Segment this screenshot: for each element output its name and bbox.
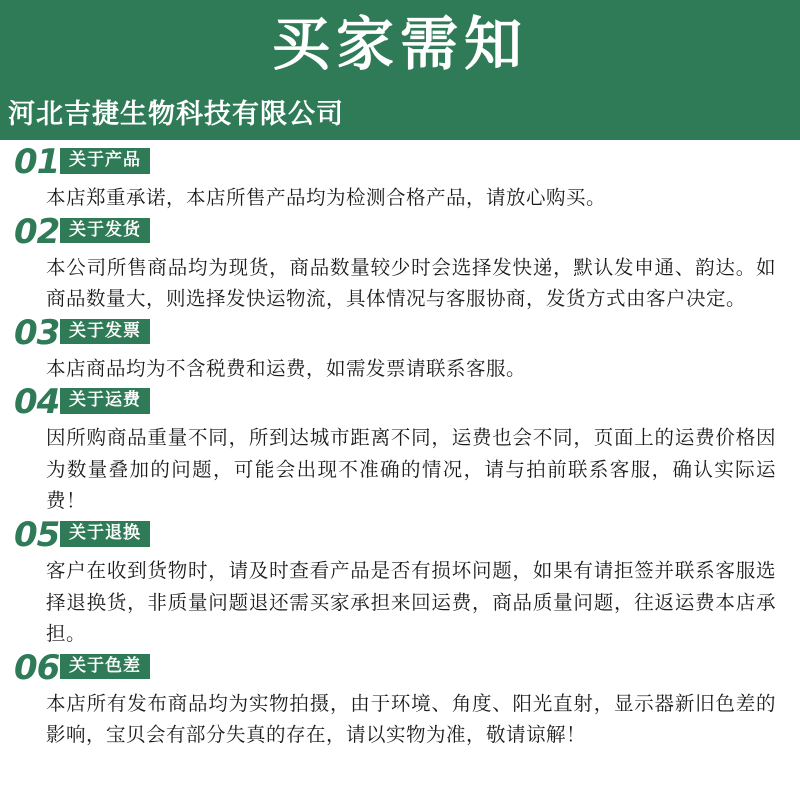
section-tag: 关于色差 xyxy=(60,654,150,680)
notice-sections xyxy=(0,140,800,751)
section-number: 02 xyxy=(14,211,60,252)
section-tag: 关于发货 xyxy=(60,218,150,244)
section-header xyxy=(14,647,782,688)
notice-section-04 xyxy=(0,382,800,517)
section-tag: 关于运费 xyxy=(60,388,150,414)
section-number: 03 xyxy=(14,312,60,353)
notice-section-06 xyxy=(0,647,800,751)
page-title: 买家需知 xyxy=(271,10,528,78)
section-number: 06 xyxy=(14,647,60,688)
section-header xyxy=(14,211,782,252)
section-tag: 关于发票 xyxy=(60,319,150,345)
section-body: 客户在收到货物时，请及时查看产品是否有损坏问题，如果有请拒签并联系客服选择退换货，非质量问题退还需买家承担来回运费，商品质量问题，往返运费本店承担。 xyxy=(46,559,776,646)
notice-section-01 xyxy=(0,142,800,214)
section-header xyxy=(14,382,782,423)
section-body: 本店郑重承诺，本店所售产品均为检测合格产品，请放心购买。 xyxy=(46,186,607,209)
section-body: 本店所有发布商品均为实物拍摄，由于环境、角度、阳光直射，显示器新旧色差的影响，宝贝会有部分失真的存在，请以实物为准，敬请谅解！ xyxy=(46,691,776,747)
notice-section-03 xyxy=(0,312,800,385)
company-name: 河北吉捷生物科技有限公司 xyxy=(8,99,344,130)
section-tag: 关于退换 xyxy=(60,521,150,547)
section-body: 本公司所售商品均为现货，商品数量较少时会选择发快递，默认发申通、韵达。如商品数量大，则选择发快运物流，具体情况与客服协商，发货方式由客户决定。 xyxy=(46,255,776,311)
notice-section-05 xyxy=(0,515,800,650)
section-header xyxy=(14,312,782,353)
section-body: 本店商品均为不含税费和运费，如需发票请联系客服。 xyxy=(46,356,527,380)
section-number: 05 xyxy=(14,515,60,556)
notice-section-02 xyxy=(0,211,800,315)
section-tag: 关于产品 xyxy=(60,148,150,174)
section-header xyxy=(14,142,782,182)
section-number: 01 xyxy=(14,142,60,182)
section-body: 因所购商品重量不同，所到达城市距离不同，运费也会不同，页面上的运费价格因为数量叠加的问题，可能会出现不准确的情况，请与拍前联系客服，确认实际运费！ xyxy=(46,426,776,513)
section-number: 04 xyxy=(14,382,60,423)
section-header xyxy=(14,515,782,556)
page-header xyxy=(0,0,800,140)
